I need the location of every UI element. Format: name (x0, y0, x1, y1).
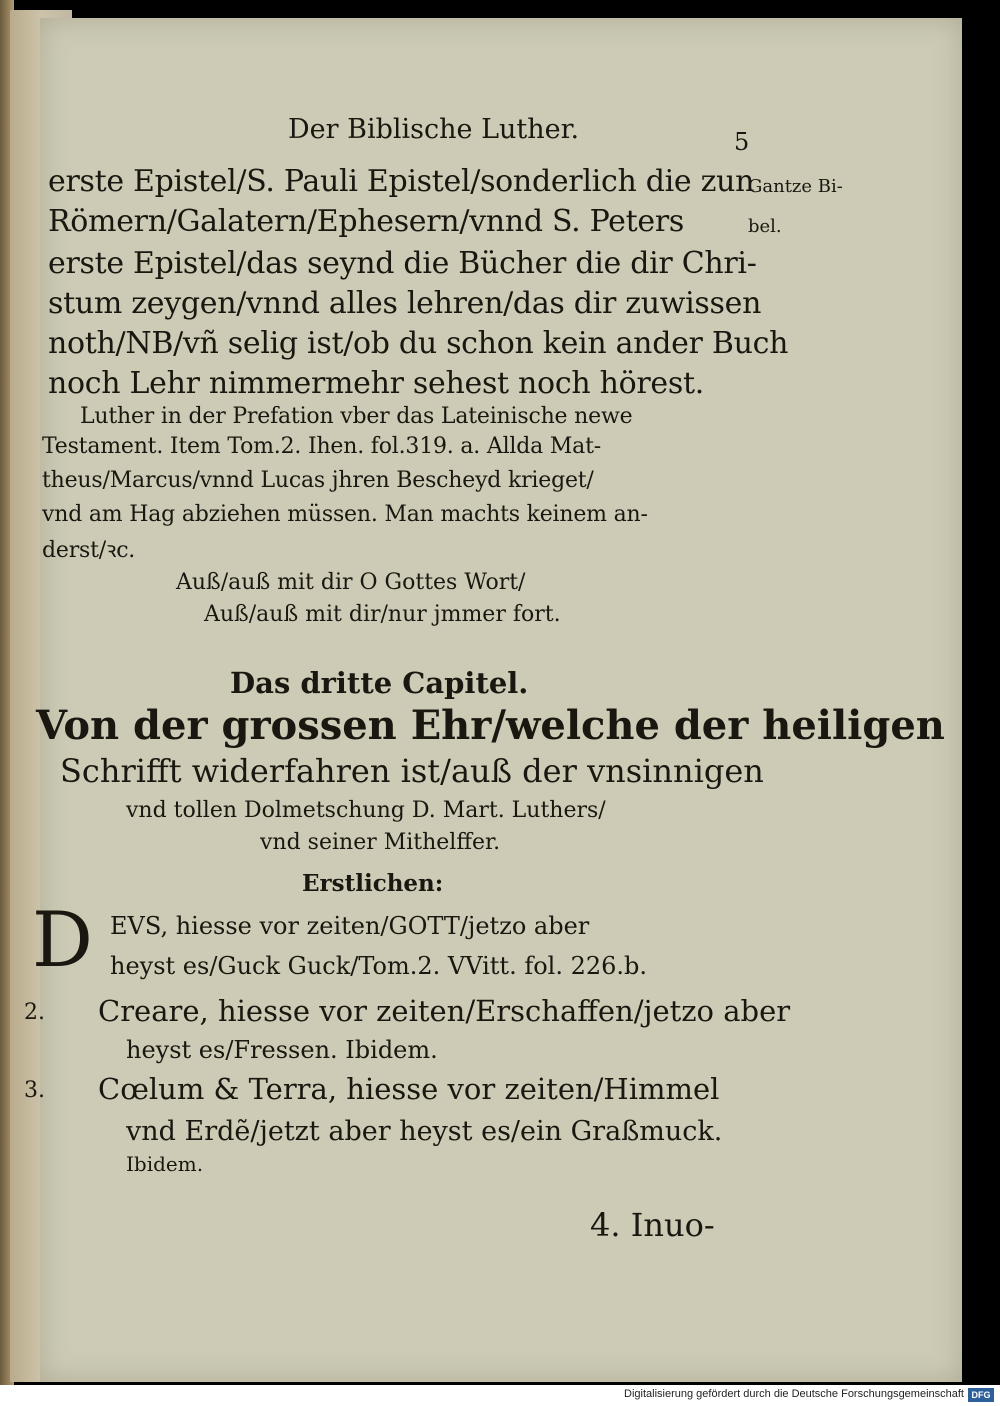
citation-line: Testament. Item Tom.2. Ihen. fol.319. a. Allda Mat- (42, 434, 601, 459)
margin-note-line-1: Gantze Bi- (748, 176, 843, 197)
verse-line: Auß/auß mit dir O Gottes Wort/ (176, 570, 526, 595)
footer-bar (0, 1385, 1000, 1406)
body-line: stum zeygen/vnnd alles lehren/das dir zuwissen (48, 286, 762, 321)
footer-credit: Digitalisierung gefördert durch die Deutsche Forschungsgemeinschaft (624, 1388, 964, 1400)
body-line: noch Lehr nimmermehr sehest noch hörest. (48, 366, 704, 401)
running-title: Der Biblische Luther. (288, 114, 580, 145)
chapter-label: Das dritte Capitel. (230, 666, 529, 700)
margin-note-line-2: bel. (748, 216, 782, 237)
entry-number: 3. (24, 1078, 45, 1103)
body-line: noth/NB/vñ selig ist/ob du schon kein ander Buch (48, 326, 789, 361)
citation-line: vnd am Hag abziehen müssen. Man machts keinem an- (42, 502, 648, 527)
entry-line: Creare, hiesse vor zeiten/Erschaffen/jetzo aber (98, 994, 791, 1028)
entry-line: vnd Erdẽ/jetzt aber heyst es/ein Graßmuck. (126, 1116, 723, 1147)
page-number: 5 (734, 128, 750, 156)
entry-number: 2. (24, 1000, 45, 1025)
citation-line: Luther in der Prefation vber das Lateinische newe (80, 404, 633, 429)
entry-line: Cœlum & Terra, hiesse vor zeiten/Himmel (98, 1072, 720, 1106)
chapter-heading-line: Schrifft widerfahren ist/auß der vnsinnigen (60, 752, 764, 790)
dfg-logo: DFG (968, 1388, 994, 1402)
body-line: Römern/Galatern/Ephesern/vnnd S. Peters (48, 204, 684, 239)
entry-line: heyst es/Fressen. Ibidem. (126, 1036, 438, 1064)
chapter-heading-line: vnd tollen Dolmetschung D. Mart. Luthers/ (126, 798, 606, 823)
drop-cap: D (32, 895, 93, 984)
entry-line: EVS, hiesse vor zeiten/GOTT/jetzo aber (110, 912, 590, 940)
entry-line: Ibidem. (126, 1152, 204, 1176)
chapter-heading-line: Von der grossen Ehr/welche der heiligen (36, 702, 945, 749)
citation-line: derst/ꝛc. (42, 538, 136, 563)
entry-line: heyst es/Guck Guck/Tom.2. VVitt. fol. 226.b. (110, 952, 648, 980)
citation-line: theus/Marcus/vnnd Lucas jhren Bescheyd krieget/ (42, 468, 594, 493)
subheading: Erstlichen: (302, 870, 444, 897)
catchword: 4. Inuo- (590, 1206, 715, 1244)
chapter-heading-line: vnd seiner Mithelffer. (260, 830, 501, 855)
body-line: erste Epistel/S. Pauli Epistel/sonderlich die zun (48, 164, 755, 199)
body-line: erste Epistel/das seynd die Bücher die dir Chri- (48, 246, 757, 281)
verse-line: Auß/auß mit dir/nur jmmer fort. (204, 602, 561, 627)
